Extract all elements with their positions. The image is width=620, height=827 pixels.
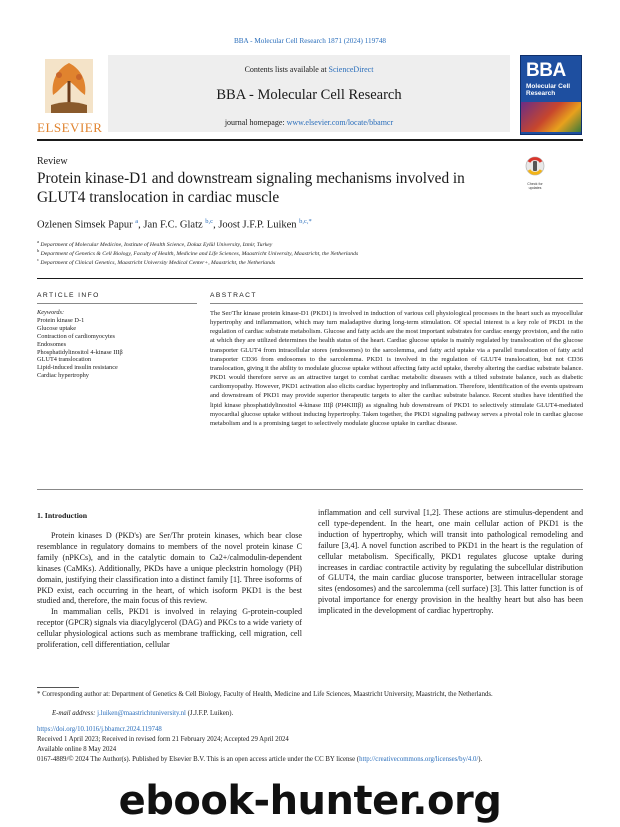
- affiliation-text: Department of Clinical Genetics, Maastricht University Medical Center+, Maastricht, the Netherlands: [40, 259, 276, 266]
- license-prefix: 0167-4889/© 2024 The Author(s). Published by Elsevier B.V. This is an open access article under the CC BY license (: [37, 756, 360, 763]
- article-title: Protein kinase-D1 and downstream signaling mechanisms involved in GLUT4 translocation in cardiac muscle: [37, 170, 465, 206]
- affiliation: [37, 239, 272, 248]
- check-updates-label: Check for updates: [527, 182, 543, 190]
- author-name[interactable]: Jan F.C. Glatz: [143, 219, 203, 231]
- keyword[interactable]: Endosomes: [37, 340, 67, 348]
- author-list: Ozlenen Simsek Papur $^a$, Jan F.C. Glatz $^{b,c}$, Joost J.F.P. Luiken $^{b,c,*}$: [37, 218, 312, 231]
- body-column-left: [37, 531, 302, 651]
- body-column-right: [318, 508, 583, 617]
- footnote-rule: [37, 687, 79, 688]
- email-line: [52, 710, 233, 717]
- license-line: [37, 756, 583, 763]
- journal-homepage-link[interactable]: www.elsevier.com/locate/bbamcr: [286, 118, 394, 127]
- section-heading-introduction: 1. Introduction: [37, 511, 88, 520]
- author-marks[interactable]: a: [135, 218, 139, 225]
- keyword[interactable]: Cardiac hypertrophy: [37, 372, 89, 380]
- keywords-list: [37, 309, 197, 380]
- article-info-divider: [37, 303, 197, 304]
- check-updates-icon: [521, 155, 549, 177]
- received-dates: Received 1 April 2023; Received in revised form 21 February 2024; Accepted 29 April 2024: [37, 736, 289, 743]
- author-name[interactable]: Ozlenen Simsek Papur: [37, 219, 133, 231]
- journal-citation-link[interactable]: BBA - Molecular Cell Research 1871 (2024) 119748: [233, 37, 387, 45]
- elsevier-logo: [37, 55, 101, 135]
- cover-subtitle: Molecular Cell Research: [526, 83, 571, 97]
- license-link[interactable]: http://creativecommons.org/licenses/by/4.0/: [359, 756, 479, 763]
- body-paragraph: inflammation and cell survival [1,2]. These actions are stimulus-dependent and cell type-dependent. In the heart, one main cellular action of PKD1 is the induction of hypertrophy, which will transit into pathological remodeling and failure [3,4]. A novel function ascribed to PKD1 in the heart is the regulation of cellular metabolism. Specifically, PKD1 regulates glucose uptake during increases in cardiac contractile activity by regulating the subcellular distribution of GLUT4, the main cardiac glucose transporter, between intracellular storage sites (endosomes) and the sarcolemma (cell surface) [3]. This latter function is of pivotal importance for energy provision in the healthy heart but also has been implicated in the development of cardiac hypertrophy.: [318, 508, 583, 616]
- email-suffix: (J.J.F.P. Luiken).: [185, 710, 234, 717]
- homepage-line: [108, 118, 510, 127]
- article-type: Review: [37, 156, 68, 167]
- keyword[interactable]: Protein kinase D-1: [37, 316, 85, 324]
- author-email-link[interactable]: j.luiken@maastrichtuniversity.nl: [97, 710, 186, 717]
- body-paragraph: Protein kinases D (PKD's) are Ser/Thr protein kinases, which bear close resemblance in regulatory domains to members of the novel protein kinase C family (nPKCs), and in the catalytic domain to Ca2+/calmodulin-dependent kinases (CaMKs). Additionally, PKDs have a unique pleckstrin homology (PH) domain, justifying their classification into a distinct family [1]. Three isoforms of PKD exist, each occurring in the heart, of which isoform PKD1 is the best studied and, therefore, the main focus of this review.: [37, 531, 302, 606]
- cover-artwork: [521, 102, 581, 132]
- author-name[interactable]: Joost J.F.P. Luiken: [218, 219, 297, 231]
- keyword[interactable]: Glucose uptake: [37, 324, 76, 332]
- abstract-bottom-divider: [37, 489, 583, 490]
- keywords-label: Keywords:: [37, 309, 65, 316]
- keyword[interactable]: Contraction of cardiomyocytes: [37, 332, 115, 340]
- available-online-date: Available online 8 May 2024: [37, 746, 117, 753]
- affiliation-text: Department of Molecular Medicine, Institute of Health Science, Dokuz Eylül University, Izmir, Turkey: [40, 241, 273, 248]
- affiliation-text: Department of Genetics & Cell Biology, Faculty of Health, Medicine and Life Sciences, Maastricht University, Maastricht, the Netherlands: [40, 250, 359, 257]
- homepage-prefix: journal homepage:: [224, 118, 287, 127]
- affiliation-mark: a: [37, 239, 39, 244]
- keyword[interactable]: GLUT4 translocation: [37, 356, 92, 364]
- abstract-heading: ABSTRACT: [210, 292, 257, 299]
- author-marks[interactable]: b,c: [205, 218, 214, 225]
- contents-line: [108, 65, 510, 74]
- journal-cover-image[interactable]: [520, 55, 582, 135]
- affiliation-mark: b: [37, 248, 40, 253]
- license-suffix: ).: [478, 756, 483, 763]
- journal-name: BBA - Molecular Cell Research: [216, 87, 402, 103]
- affiliation: [37, 248, 358, 257]
- watermark-text: ebook-hunter.org: [118, 778, 502, 824]
- sciencedirect-link[interactable]: ScienceDirect: [328, 65, 374, 74]
- keyword[interactable]: Lipid-induced insulin resistance: [37, 364, 118, 372]
- body-paragraph: In mammalian cells, PKD1 is involved in relaying G-protein-coupled receptor (GPCR) signals via diacylglycerol (DAG) and PKCs to a wide variety of cellular physiological actions such as membrane trafficking, cell migration, cell proliferation, cell differentiation, cellular: [37, 607, 302, 650]
- publisher-name: ELSEVIER: [37, 120, 103, 135]
- abstract-divider: [210, 303, 583, 304]
- abstract-text: The Ser/Thr kinase protein kinase-D1 (PKD1) is involved in induction of various cell physiological processes in the heart such as myocellular hypertrophy and inflammation, which may turn maladaptive during long-term stimulation. Of special interest is a key role of PKD1 in the regulation of cardiac substrate metabolism. Glucose and fatty acids are the most important substrates for cardiac energy provision, and the ratio at which they are utilized determines the health status of the heart. Cardiac glucose uptake is mainly regulated by translocation of the glucose transporter GLUT4 from intracellular stores (endosomes) to the sarcolemma, and fatty acid uptake via a parallel translocation of fatty acid transporter CD36 from endosomes to the sarcolemma. PKD1 is involved in the regulation of GLUT4 translocation, but not CD36 translocation, giving it the ability to modulate glucose uptake without affecting fatty acid uptake, thereby altering the cardiac substrate balance. PKD1 would therefore serve as an attractive target to combat cardiac metabolic diseases with a tilted substrate balance, such as diabetic cardiomyopathy. However, PKD1 activation also elicits cardiac hypertrophy and inflammation. Therefore, identification of the events upstream and downstream of PKD1 may provide superior therapeutic targets to alter the cardiac substrate balance. Recent studies have identified the lipid kinase phosphatidylinositol 4-kinase IIIβ (PI4KIIIβ) as signaling hub downstream of PKD1 to selectively stimulate GLUT4-mediated myocardial glucose uptake without inducing hypertrophy. Taken together, the PKD1 signaling pathway serves a pivotal role in cardiac glucose metabolism and is a promising target to selectively modulate glucose uptake in cardiac disease.: [210, 310, 584, 427]
- doi-link[interactable]: https://doi.org/10.1016/j.bbamcr.2024.119748: [37, 726, 162, 733]
- contents-prefix: Contents lists available at: [244, 65, 329, 74]
- masthead-divider: [37, 139, 583, 141]
- author-marks[interactable]: b,c,*: [299, 218, 312, 225]
- cover-title: BBA: [526, 60, 566, 81]
- email-label: E-mail address:: [52, 710, 98, 717]
- affiliation-mark: c: [37, 257, 39, 262]
- header-divider: [37, 278, 583, 279]
- corresponding-author-note: * Corresponding author at: Department of Genetics & Cell Biology, Faculty of Health, Medicine and Life Sciences, Maastricht University, Maastricht, the Netherlands.: [37, 691, 493, 698]
- affiliation: [37, 257, 275, 266]
- check-for-updates-badge[interactable]: [521, 155, 549, 190]
- article-info-heading: ARTICLE INFO: [37, 292, 100, 299]
- keyword[interactable]: Phosphatidylinositol 4-kinase IIIβ: [37, 348, 123, 356]
